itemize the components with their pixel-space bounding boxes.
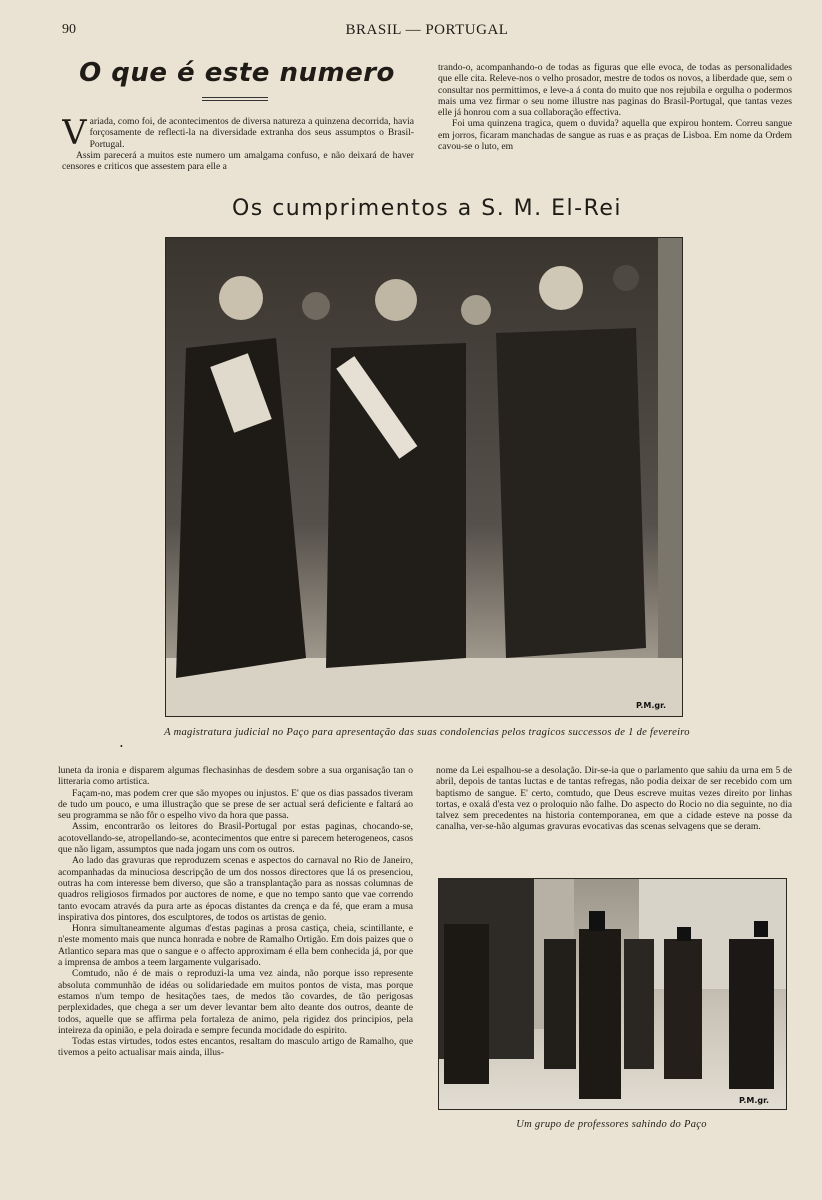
professors-photo-illustration — [439, 879, 786, 1109]
magistrates-photo-illustration — [166, 238, 682, 716]
article-heading: Os cumprimentos a S. M. El-Rei — [231, 196, 623, 221]
drop-cap: V — [62, 116, 87, 153]
magistrates-photo — [165, 237, 683, 717]
engraver-signature: P.M.gr. — [739, 1096, 770, 1105]
intro-paragraph: Variada, como foi, de acontecimentos de diversa natureza a quinzena decorrida, havia forçosamente de reflecti-la na diversidade extranha dos seus assumptos o Brasil-Portugal. — [62, 116, 414, 153]
intro-column-right — [438, 62, 792, 176]
body-paragraph: Todas estas virtudes, todos estes encantos, resaltam do masculo artigo de Ramalho, que tivemos a peito actualisar mais ainda, illus- — [58, 1036, 413, 1059]
body-paragraph: Ao lado das gravuras que reproduzem scenas e aspectos do carnaval no Rio de Janeiro, acompanhadas da minuciosa descripção de um dos nossos directores que lá os presenciou, outras ha com interesse bem diverso, que são a transplantação para as nossas columnas de quadros religiosos firmados por auctores de nome, e que no tempo santo que vae correndo tanto evocam através da pura arte as épocas distantes da crença e da fé, que eram a musa inspirativa dos pintores, dos esculptores, de todos os artistas de genio. — [58, 855, 413, 923]
body-paragraph: Façam-no, mas podem crer que são myopes ou injustos. E' que os dias passados tiveram de tudo um pouco, e uma illustração que se prese de ser actual será deficiente e faltará ao seu programma se não fôr o espelho vivo da hora que passa. — [58, 787, 413, 822]
professors-photo-caption: Um grupo de professores sahindo do Paço — [516, 1119, 707, 1130]
body-column-right — [436, 765, 792, 855]
section-title: O que é este numero — [79, 58, 395, 88]
intro-paragraph: Assim parecerá a muitos este numero um amalgama confuso, e não deixará de haver censores e criticos que assestem para elle a — [62, 149, 414, 173]
engraver-signature: P.M.gr. — [636, 701, 667, 710]
body-paragraph: luneta da ironia e disparem algumas flechasinhas de desdem sobre a sua organisação tan o litteraria como artistica. — [58, 765, 413, 788]
body-column-left — [58, 765, 413, 1125]
body-paragraph: Comtudo, não é de mais o reproduzi-la uma vez ainda, não porque isso represente absoluta communhão de idéas ou solidariedade em muitos pontos de vista, mas porque estamos n'um tempo de hesitações taes, de medos tão covardes, de tão perigosas perplexidades, que chega a ser um dever levantar bem alto deante dos outros, deante de todos, aquelle que se affirma pela fortaleza de animo, pela rigidez dos principios, pela inteireza da opinião, e pela doirada e sempre fecunda mocidade do espirito. — [58, 968, 413, 1036]
separator-dot: • — [120, 742, 123, 751]
page-number: 90 — [62, 22, 76, 37]
body-paragraph: Assim, encontrarão os leitores do Brasil-Portugal por estas paginas, chocando-se, acotovellando-se, atropellando-se, acontecimentos que entre si parecem heterogeneos, casos que não ligam, assumptos que nada jogam uns com os outros. — [58, 821, 413, 856]
body-paragraph: Honra simultaneamente algumas d'estas paginas a prosa castiça, cheia, scintillante, e n'este momento mais que nunca honrada e nobre de Ramalho Ortigão. Em dois paizes que o Atlantico separa mas que o sangue e o affecto approximam é ella bem conhecida já, por que a imprensa de ambos a teem largamente vulgarisado. — [58, 923, 413, 969]
intro-paragraph: trando-o, acompanhando-o de todas as figuras que elle evoca, de todas as personalidades que elle cita. Releve-nos o velho prosador, mestre de todos os novos, a liberdade que, sem o consultar nos permittimos, e leve-a á conta do muito que nos rejubila e orgulha o podermos mais uma vez firmar o seu nome illustre nas paginas do Brasil-Portugal, que tantas vezes elle já honrou com a sua collaboração effectiva. — [438, 62, 792, 119]
running-title: BRASIL — PORTUGAL — [345, 22, 509, 38]
intro-column-left — [62, 116, 414, 176]
title-divider — [202, 97, 268, 101]
magistrates-photo-caption: A magistratura judicial no Paço para apresentação das suas condolencias pelos tragicos successos de 1 de fevereiro — [164, 727, 690, 738]
intro-paragraph: Foi uma quinzena tragica, quem o duvida? aquella que expirou hontem. Correu sangue em jorros, ficaram manchadas de sangue as ruas e as praças de Lisboa. Em nome da Ordem cavou-se o luto, em — [438, 118, 792, 153]
professors-photo — [438, 878, 787, 1110]
body-paragraph: nome da Lei espalhou-se a desolação. Dir-se-ia que o parlamento que sahiu da urna em 5 de abril, depois de tantas luctas e de tantas refregas, não podia deixar de ser recebido com um baptismo de sangue. E' certo, comtudo, que Deus escreve muitas vezes direito por linhas tortas, e oxalá d'esta vez o proloquio não falhe. Do aspecto do Rocio no dia seguinte, no dia talvez sem precedentes na historia contemporanea, em que a cidade esteve na posse da canalha, ver-se-hão algumas gravuras evocativas das scenas selvagens que se deram. — [436, 765, 792, 833]
page-header — [62, 22, 792, 42]
